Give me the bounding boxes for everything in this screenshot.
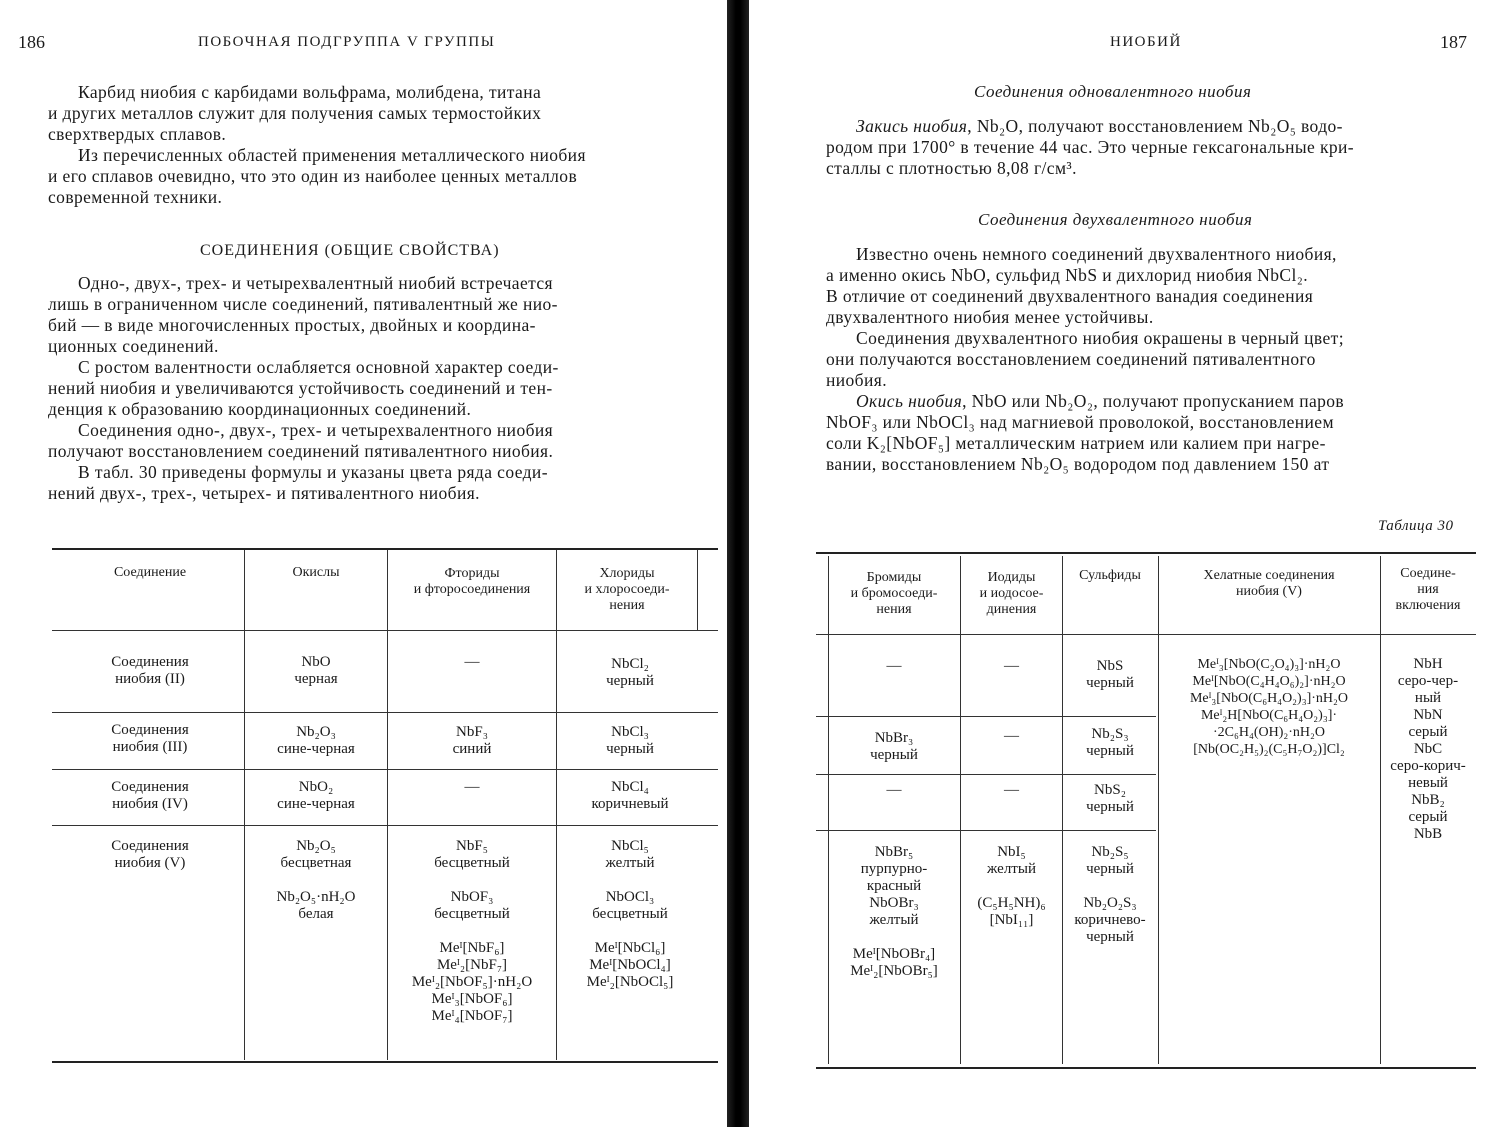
paragraph: Карбид ниобия с карбидами вольфрама, молибдена, титана и других металлов служит для получения самых термостойких сверхтвердых сплавов. Из перечисленных областей применения металлического ниобия и его сплавов очевидно, что это один из наиболее ценных металлов современной техники. <box>48 82 586 207</box>
table-row-label: Соединения ниобия (IV) <box>111 779 189 812</box>
column-header: Сульфиды <box>1079 568 1141 583</box>
table-cell: NbCl₃ черный <box>606 724 654 757</box>
left-page <box>0 0 725 1127</box>
table-cell: — <box>1004 658 1019 674</box>
subheading: Соединения одновалентного ниобия <box>974 82 1252 101</box>
column-header: Хлориды и хлоросоеди- нения <box>584 566 670 613</box>
page-number: 187 <box>1440 32 1467 52</box>
table-cell: NbS черный <box>1086 658 1134 691</box>
running-head: НИОБИЙ <box>1110 34 1182 50</box>
table-cell: NbCl₄ коричневый <box>591 779 669 812</box>
subheading: Соединения двухвалентного ниобия <box>978 210 1253 229</box>
column-header: Бромиды и бромосоеди- нения <box>850 570 938 617</box>
table-cell: — <box>464 779 480 795</box>
table-cell: — <box>464 654 480 670</box>
paragraph: Закись ниобия, Nb₂O, получают восстановлением Nb₂O₅ водо- родом при 1700° в течение 44 час. Это черные гексагональные кри- сталлы с плотностью 8,08 г/см³. <box>826 116 1355 178</box>
table-cell: Nb₂S₃ черный <box>1086 726 1134 759</box>
table-cell: NbS₂ черный <box>1086 782 1134 815</box>
table-cell: — <box>1004 728 1019 744</box>
table-cell: NbO черная <box>294 654 338 687</box>
table-cell: — <box>1004 782 1019 798</box>
table-cell: — <box>886 658 902 674</box>
table-cell: NbCl₂ черный <box>606 656 654 689</box>
column-header: Соедине- ния включения <box>1395 566 1461 613</box>
table-row-label: Соединения ниобия (II) <box>111 654 189 687</box>
column-header: Хелатные соединения ниобия (V) <box>1203 568 1335 599</box>
table-row-label: Соединения ниобия (III) <box>111 722 189 755</box>
table-cell: NbF₅ бесцветный NbOF₃ бесцветный Meᴵ[NbF₆] Meᴵ₂[NbF₇] Meᴵ₂[NbOF₅]·nH₂O Meᴵ₃[NbOF₆] Meᴵ₄[NbOF₇] <box>411 838 533 1024</box>
column-header: Фториды и фторосоединения <box>413 566 531 597</box>
table-row-label: Соединения ниобия (V) <box>111 838 189 871</box>
table-cell: Meᴵ₃[NbO(C₂O₄)₃]·nH₂O Meᴵ[NbO(C₄H₄O₆)₂]·nH₂O Meᴵ₃[NbO(C₆H₄O₂)₃]·nH₂O Meᴵ₂H[NbO(C₆H₄O₂)₃]· ·2C₆H₄(OH)₂·nH₂O [Nb(OC₂H₅)₂(C₅H₇O₂)]Cl₂ <box>1189 657 1349 757</box>
page-number: 186 <box>18 32 45 52</box>
table-cell: — <box>886 782 902 798</box>
section-heading: СОЕДИНЕНИЯ (ОБЩИЕ СВОЙСТВА) <box>200 242 500 259</box>
paragraph: Известно очень немного соединений двухвалентного ниобия, а именно окись NbO, сульфид NbS и дихлорид ниобия NbCl₂. В отличие от соединений двухвалентного ванадия соединения двухвалентного ниобия менее устойчивы. Соединения двухвалентного ниобия окрашены в черный цвет; они получаются восстановлением соединений пятивалентного ниобия. Окись ниобия, NbO или Nb₂O₂, получают пропусканием паров NbOF₃ или NbOCl₃ над магниевой проволокой, восстановлением соли K₂[NbOF₅] металлическим натрием или калием при нагре- вании, восстановлением Nb₂O₅ водородом под давлением 150 ат <box>826 244 1345 474</box>
table-cell: NbF₃ синий <box>452 724 492 757</box>
column-header: Окислы <box>292 565 340 580</box>
table-cell: Nb₂S₅ черный Nb₂O₂S₃ коричнево- черный <box>1074 844 1146 945</box>
right-page <box>760 0 1504 1127</box>
table-cell: NbI₅ желтый (C₅H₅NH)₆ [NbI₁₁] <box>977 844 1046 928</box>
table-cell: NbCl₅ желтый NbOCl₃ бесцветный Meᴵ[NbCl₆] Meᴵ[NbOCl₄] Meᴵ₂[NbOCl₅] <box>586 838 674 990</box>
table-caption: Таблица 30 <box>1378 518 1454 534</box>
column-header: Иодиды и иодосое- динения <box>979 570 1044 617</box>
table-cell: NbBr₃ черный <box>870 730 918 763</box>
table-cell: NbH серо-чер- ный NbN серый NbC серо-корич- невый NbB₂ серый NbB <box>1390 656 1466 842</box>
table-cell: NbBr₅ пурпурно- красный NbOBr₃ желтый Meᴵ[NbOBr₄] Meᴵ₂[NbOBr₅] <box>850 844 938 979</box>
book-spine-gutter <box>727 0 749 1127</box>
column-header: Соединение <box>113 565 187 580</box>
paragraph: Одно-, двух-, трех- и четырехвалентный ниобий встречается лишь в ограниченном числе соединений, пятивалентный же нио- бий — в виде многочисленных простых, двойных и координа- ционных соединений. С ростом валентности ослабляется основной характер соеди- нений ниобия и увеличиваются устойчивость соединений и тен- денция к образованию координационных соединений. Соединения одно-, двух-, трех- и четырехвалентного ниобия получают восстановлением соединений пятивалентного ниобия. В табл. 30 приведены формулы и указаны цвета ряда соеди- нений двух-, трех-, четырех- и пятивалентного ниобия. <box>48 273 559 503</box>
table-cell: Nb₂O₃ сине-черная <box>277 724 355 757</box>
table-cell: Nb₂O₅ бесцветная Nb₂O₅·nH₂O белая <box>276 838 356 922</box>
table-cell: NbO₂ сине-черная <box>277 779 355 812</box>
running-head: ПОБОЧНАЯ ПОДГРУППА V ГРУППЫ <box>198 34 496 50</box>
